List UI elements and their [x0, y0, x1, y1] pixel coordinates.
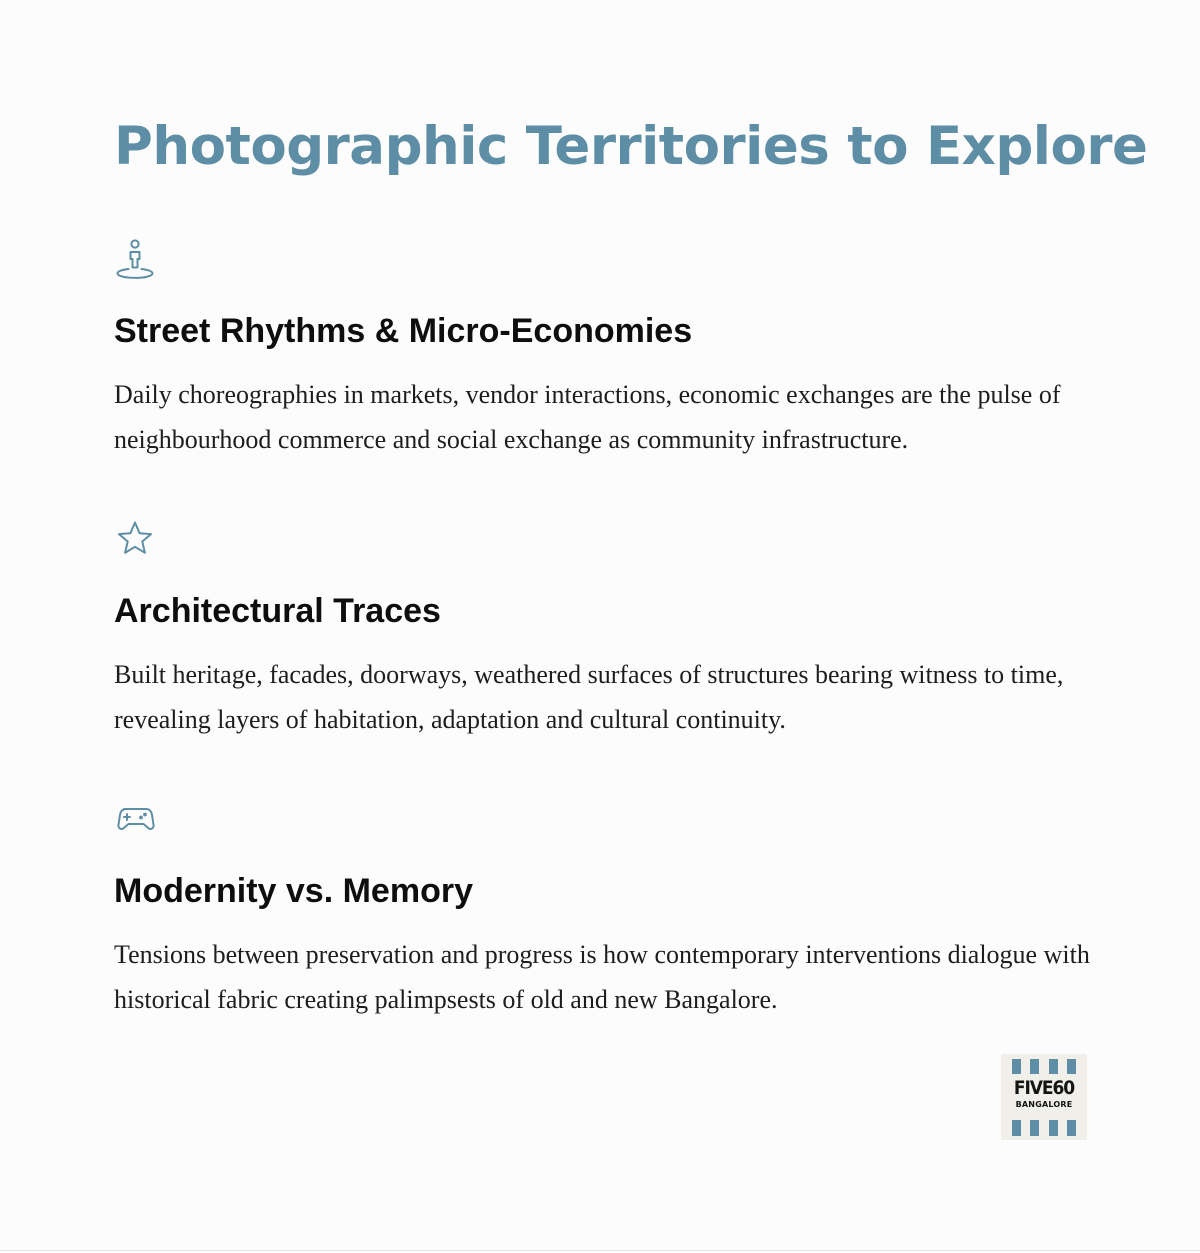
person-pin-icon — [114, 236, 158, 280]
star-icon — [114, 516, 158, 560]
five60-bangalore-logo — [1001, 1054, 1087, 1140]
bottom-divider — [0, 1250, 1200, 1251]
gamepad-icon — [114, 796, 158, 840]
page-title: Photographic Territories to Explore — [114, 116, 1148, 177]
section-heading: Architectural Traces — [114, 592, 441, 630]
section-body: Daily choreographies in markets, vendor interactions, economic exchanges are the pulse of neighbourhood commerce and social exchange as community infrastructure. — [114, 380, 1061, 454]
section-body: Built heritage, facades, doorways, weathered surfaces of structures bearing witness to time, revealing layers of habitation, adaptation and cultural continuity. — [114, 660, 1064, 734]
section-heading: Street Rhythms & Micro-Economies — [114, 312, 693, 350]
section-heading: Modernity vs. Memory — [114, 872, 473, 910]
logo-stripes-bottom — [1012, 1120, 1076, 1136]
logo-tagline: BANGALORE — [1015, 1100, 1073, 1109]
logo-stripes-top — [1012, 1059, 1076, 1074]
logo-wordmark: FIVE60 — [1013, 1077, 1075, 1099]
section-body: Tensions between preservation and progress is how contemporary interventions dialogue with historical fabric creating palimpsests of old and new Bangalore. — [114, 940, 1090, 1014]
